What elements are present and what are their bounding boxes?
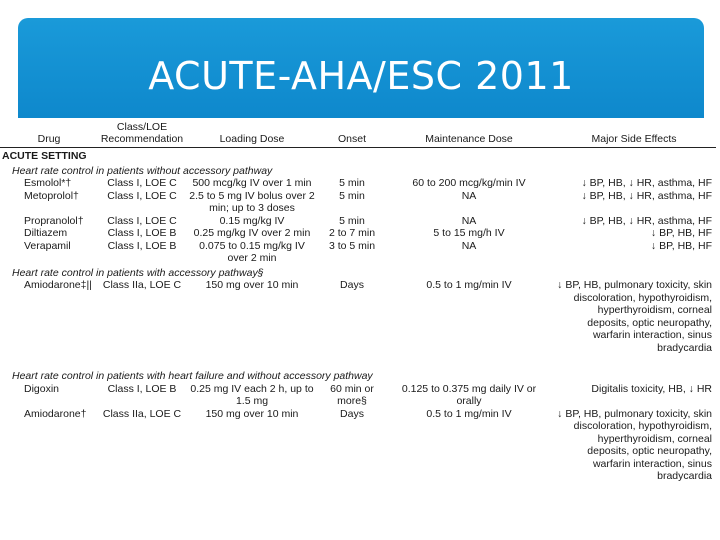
- header-class: Class/LOE Recommendation: [100, 121, 184, 145]
- table-row: [0, 279, 716, 354]
- maintenance-cell: 0.5 to 1 mg/min IV: [426, 407, 512, 420]
- header-drug: Drug: [37, 133, 61, 145]
- group-heading: Heart rate control in patients without accessory pathway: [12, 164, 273, 177]
- side-effects-cell: ↓ BP, HB, ↓ HR, asthma, HF: [581, 189, 712, 202]
- table-row: [0, 190, 716, 215]
- drug-table-container: [0, 121, 716, 483]
- group-heading: Heart rate control in patients with accessory pathway§: [12, 266, 264, 279]
- table-row: [0, 408, 716, 483]
- table-row: [0, 227, 716, 240]
- loading-dose-cell: 2.5 to 5 mg IV bolus over 2 min; up to 3 doses: [189, 189, 315, 214]
- header-onset: Onset: [337, 133, 366, 145]
- maintenance-cell: 5 to 15 mg/h IV: [433, 227, 505, 239]
- drug-cell: Amiodarone†: [24, 407, 87, 420]
- title-banner: [18, 18, 704, 118]
- group-heading: Heart rate control in patients with heart failure and without accessory pathway: [12, 370, 373, 382]
- loading-dose-cell: 0.075 to 0.15 mg/kg IV over 2 min: [199, 239, 305, 264]
- maintenance-cell: 60 to 200 mcg/kg/min IV: [412, 177, 526, 189]
- header-side-effects: Major Side Effects: [591, 133, 677, 145]
- group-heading-row: [0, 265, 716, 280]
- drug-cell: Metoprolol†: [24, 189, 79, 202]
- loading-dose-cell: 150 mg over 10 min: [205, 407, 299, 420]
- class-cell: Class I, LOE C: [107, 214, 177, 227]
- drug-cell: Digoxin: [24, 382, 60, 395]
- side-effects-cell: ↓ BP, HB, ↓ HR, asthma, HF: [581, 214, 712, 227]
- class-cell: Class I, LOE C: [107, 177, 177, 189]
- group-heading-row: [0, 163, 716, 178]
- section-label: ACUTE SETTING: [2, 150, 87, 162]
- side-effects-cell: Digitalis toxicity, HB, ↓ HR: [591, 382, 712, 395]
- loading-dose-cell: 500 mcg/kg IV over 1 min: [192, 177, 312, 189]
- header-loading-dose: Loading Dose: [219, 133, 285, 145]
- loading-dose-cell: 0.15 mg/kg IV: [219, 214, 285, 227]
- onset-cell: 3 to 5 min: [328, 239, 376, 252]
- side-effects-cell: ↓ BP, HB, pulmonary toxicity, skin discoloration, hypothyroidism, hyperthyroidism, corneal deposits, optic neuropathy, warfarin interaction, sinus bradycardia: [557, 407, 712, 482]
- side-effects-cell: ↓ BP, HB, HF: [650, 239, 712, 252]
- drug-cell: Propranolol†: [24, 214, 84, 227]
- table-row: [0, 383, 716, 408]
- maintenance-cell: 0.125 to 0.375 mg daily IV or orally: [401, 382, 537, 407]
- loading-dose-cell: 150 mg over 10 min: [205, 279, 299, 291]
- table-body: [0, 148, 716, 483]
- spacer-row: [0, 354, 716, 368]
- class-cell: Class IIa, LOE C: [102, 279, 182, 291]
- drug-table: [0, 121, 716, 483]
- loading-dose-cell: 0.25 mg IV each 2 h, up to 1.5 mg: [190, 382, 314, 407]
- onset-cell: Days: [340, 407, 364, 420]
- drug-cell: Amiodarone‡||: [24, 279, 92, 291]
- onset-cell: 5 min: [339, 189, 365, 202]
- drug-cell: Verapamil: [24, 239, 71, 252]
- class-cell: Class I, LOE B: [107, 239, 177, 252]
- table-row: [0, 240, 716, 265]
- side-effects-cell: ↓ BP, HB, pulmonary toxicity, skin discoloration, hypothyroidism, hyperthyroidism, corneal deposits, optic neuropathy, warfarin interaction, sinus bradycardia: [557, 279, 712, 354]
- onset-cell: Days: [340, 279, 364, 291]
- loading-dose-cell: 0.25 mg/kg IV over 2 min: [193, 227, 311, 239]
- drug-cell: Diltiazem: [24, 227, 68, 239]
- table-header: [0, 121, 716, 148]
- class-cell: Class I, LOE B: [107, 227, 177, 239]
- side-effects-cell: ↓ BP, HB, ↓ HR, asthma, HF: [581, 177, 712, 189]
- class-cell: Class I, LOE C: [107, 189, 177, 202]
- class-cell: Class IIa, LOE C: [102, 407, 182, 420]
- header-maintenance-dose: Maintenance Dose: [425, 133, 513, 145]
- section-row: [0, 148, 716, 163]
- drug-cell: Esmolol*†: [24, 177, 72, 189]
- onset-cell: 2 to 7 min: [328, 227, 376, 239]
- group-heading-row: [0, 368, 716, 383]
- maintenance-cell: NA: [461, 239, 477, 252]
- class-cell: Class I, LOE B: [107, 382, 177, 395]
- maintenance-cell: NA: [461, 214, 477, 227]
- maintenance-cell: 0.5 to 1 mg/min IV: [426, 279, 512, 291]
- onset-cell: 60 min or more§: [330, 382, 374, 407]
- onset-cell: 5 min: [339, 214, 365, 227]
- table-row: [0, 177, 716, 190]
- side-effects-cell: ↓ BP, HB, HF: [650, 227, 712, 239]
- slide-title: ACUTE-AHA/ESC 2011: [148, 54, 574, 98]
- table-row: [0, 215, 716, 228]
- onset-cell: 5 min: [339, 177, 365, 189]
- maintenance-cell: NA: [461, 189, 477, 202]
